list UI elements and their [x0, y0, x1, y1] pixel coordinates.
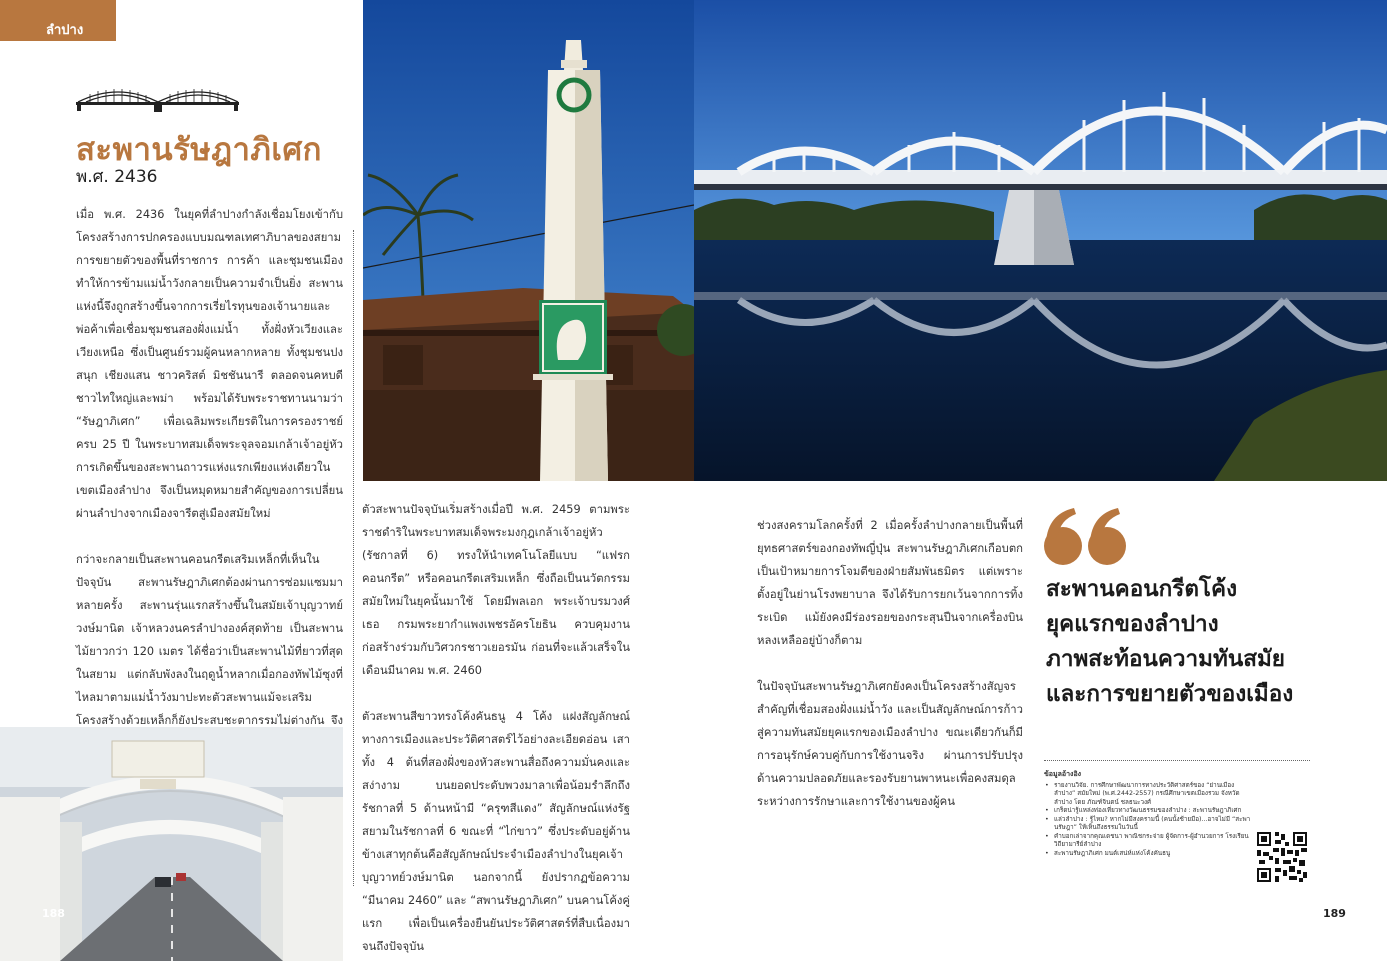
pull-quote-line: ภาพสะท้อนความทันสมัย [1046, 646, 1285, 672]
reference-item: • เกร็ดน่ารู้แหล่งท่องเที่ยวทางวัฒนธรรมของลำปาง : สะพานรัษฎาภิเศก [1044, 807, 1254, 816]
article-title: สะพานรัษฎาภิเศก [76, 132, 322, 168]
pull-quote [1046, 572, 1346, 712]
qr-code-icon[interactable] [1257, 832, 1307, 882]
reference-item: • สะพานรัษฎาภิเศก มนต์เสน่ห์แห่งโค้งคันธนู [1044, 850, 1254, 859]
column-divider [353, 493, 354, 886]
paragraph: กว่าจะกลายเป็นสะพานคอนกรีตเสริมเหล็กที่เห็นในปัจจุบัน สะพานรัษฎาภิเศกต้องผ่านการซ่อมแซมมาหลายครั้ง สะพานรุ่นแรกสร้างขึ้นในสมัยเจ้าบุญวาทย์วงษ์มานิต เจ้าหลวงนครลำปางองค์สุดท้าย เป็นสะพานไม้ยาวกว่า 120 เมตร ได้ชื่อว่าเป็นสะพานไม้ที่ยาวที่สุดในสยาม แต่กลับพังลงในฤดูน้ำหลากเมื่อกองทัพไม้ซุงที่ไหลมาตามแม่น้ำวังมาปะทะตัวสะพานแม้จะเสริมโครงสร้างด้วยเหล็กก็ยังประสบชะตากรรมไม่ต่างกัน จึง [76, 553, 343, 727]
paragraph: ตัวสะพานปัจจุบันเริ่มสร้างเมื่อปี พ.ศ. 2459 ตามพระราชดำริในพระบาทสมเด็จพระมงกุฎเกล้าเจ้าอยู่หัว (รัชกาลที่ 6) ทรงให้นำเทคโนโลยีแบบ “แฟรกคอนกรีต” หรือคอนกรีตเสริมเหล็ก ซึ่งถือเป็นนวัตกรรมสมัยใหม่ในยุคนั้นมาใช้ โดยมีพลเอก พระเจ้าบรมวงศ์เธอ กรมพระยากำแพงเพชรอัครโยธิน ควบคุมงานก่อสร้างร่วมกับวิศวกรชาวเยอรมัน ก่อนที่จะแล้วเสร็จในเดือนมีนาคม พ.ศ. 2460 [362, 503, 630, 677]
bridge-icon [76, 84, 239, 112]
reference-item: • แล่วลำปาง : รู้ไหม? หากไม่มีสงครามนี้ (คนนั้งช้ายมือ)...อาจไม่มี “สะพานรัษฎา” ให้เห็นถึงธรรมในวันนี้ [1044, 816, 1254, 833]
page-number-right: 189 [1323, 907, 1346, 920]
paragraph: ตัวสะพานสีขาวทรงโค้งคันธนู 4 โค้ง แฝงสัญลักษณ์ทางการเมืองและประวัติศาสตร์ไว้อย่างละเอียดอ่อน เสาทั้ง 4 ต้นที่สองฝั่งของหัวสะพานสื่อถึงความมั่นคงและสง่างาม บนยอดประดับพวงมาลาเพื่อน้อมรำลึกถึงรัชกาลที่ 5 ด้านหน้ามี “ครุฑสีแดง” สัญลักษณ์แห่งรัฐสยามในรัชกาลที่ 6 ขณะที่ “ไก่ขาว” ซึ่งประดับอยู่ด้านข้างเสาทุกต้นคือสัญลักษณ์ประจำเมืองลำปางในยุคเจ้าบุญวาทย์วงษ์มานิต นอกจากนี้ ยังปรากฏข้อความ “มีนาคม 2460” และ “สพานรัษฎาภิเศก” บนคานโค้งคู่แรก เพื่อเป็นเครื่องยืนยันประวัติศาสตร์ที่สืบเนื่องมาจนถึงปัจจุบัน [362, 710, 630, 953]
reference-item: • รายงานวิจัย. การศึกษาพัฒนาการทางประวัติศาสตร์ของ “ย่านเมืองลำปาง” สมัยใหม่ (พ.ศ.2442-2557) กรณีศึกษาเขตเมืองรวม จังหวัดลำปาง โดย ภัณฑ์จินตน์ ชลธนะวงศ์ [1044, 782, 1254, 808]
references-heading: ข้อมูลอ้างอิง [1044, 770, 1082, 778]
photo-bridge-river [694, 0, 1387, 481]
reference-item: • คำบอกเล่าจากคุณเดชนา พาณิชกระจ่าย ผู้จัดการ-ผู้อำนวยการ โรงเรียนวิถียามารีย์ลำปาง [1044, 833, 1254, 850]
quote-mark-icon [1044, 506, 1128, 566]
paragraph: ในปัจจุบันสะพานรัษฎาภิเศกยังคงเป็นโครงสร้างสัญจรสำคัญที่เชื่อมสองฝั่งแม่น้ำวัง และเป็นสัญลักษณ์การก้าวสู่ความทันสมัยยุคแรกของเมืองลำปาง ขณะเดียวกันก็มีการอนุรักษ์ควบคู่กับการใช้งานจริง ผ่านการปรับปรุงด้านความปลอดภัยและรองรับยานพาหนะเพื่อคงสมดุลระหว่างการรักษาและการใช้งานของผู้คน [757, 680, 1023, 808]
paragraph: ช่วงสงครามโลกครั้งที่ 2 เมื่อครั้งลำปางกลายเป็นพื้นที่ยุทธศาสตร์ของกองทัพญี่ปุ่น สะพานรัษฎาภิเศกเกือบตกเป็นเป้าหมายการโจมตีของฝ่ายสัมพันธมิตร แต่เพราะตั้งอยู่ในย่านโรงพยาบาล จึงได้รับการยกเว้นจากการทิ้งระเบิด แม้ยังคงมีร่องรอยของกระสุนปืนจากเครื่องบินหลงเหลืออยู่บ้างก็ตาม [757, 519, 1023, 647]
text-column-1 [76, 203, 343, 755]
text-column-3 [757, 514, 1023, 813]
references-list [1044, 782, 1254, 859]
pull-quote-line: สะพานคอนกรีตโค้ง [1046, 576, 1238, 602]
section-tab: ลำปาง [0, 0, 116, 41]
pull-quote-line: ยุคแรกของลำปาง [1046, 611, 1219, 637]
article-year: พ.ศ. 2436 [76, 167, 158, 187]
paragraph: เมื่อ พ.ศ. 2436 ในยุคที่ลำปางกำลังเชื่อมโยงเข้ากับโครงสร้างการปกครองแบบมณฑลเทศาภิบาลของสยาม การขยายตัวของพื้นที่ราชการ การค้า และชุมชนเมือง ทำให้การข้ามแม่น้ำวังกลายเป็นความจำเป็นยิ่ง สะพานแห่งนี้จึงถูกสร้างขึ้นจากการเรี่ยไรทุนของเจ้านายและพ่อค้าเพื่อเชื่อมชุมชนสองฝั่งแม่น้ำ ทั้งฝั่งหัวเวียงและเวียงเหนือ ซึ่งเป็นศูนย์รวมผู้คนหลากหลาย ทั้งชุมชนปงสนุก เชียงแสน ชาวคริสต์ มิชชันนารี ตลอดจนคหบดีชาวไทใหญ่และพม่า พร้อมได้รับพระราชทานนามว่า “รัษฎาภิเศก” เพื่อเฉลิมพระเกียรติในการครองราชย์ครบ 25 ปี ในพระบาทสมเด็จพระจุลจอมเกล้าเจ้าอยู่หัว การเกิดขึ้นของสะพานถาวรแห่งแรกเพียงแห่งเดียวในเขตเมืองลำปาง จึงเป็นหมุดหมายสำคัญของการเปลี่ยนผ่านลำปางจากเมืองจารีตสู่เมืองสมัยใหม่ [76, 208, 343, 520]
references [1044, 770, 1254, 858]
photo-bridge-pillar [363, 0, 694, 481]
references-divider [1044, 760, 1310, 761]
pull-quote-line: และการขยายตัวของเมือง [1046, 681, 1294, 707]
text-column-2 [362, 498, 630, 958]
photo-bridge-entrance [0, 727, 343, 961]
page-number-left: 188 [42, 907, 65, 920]
